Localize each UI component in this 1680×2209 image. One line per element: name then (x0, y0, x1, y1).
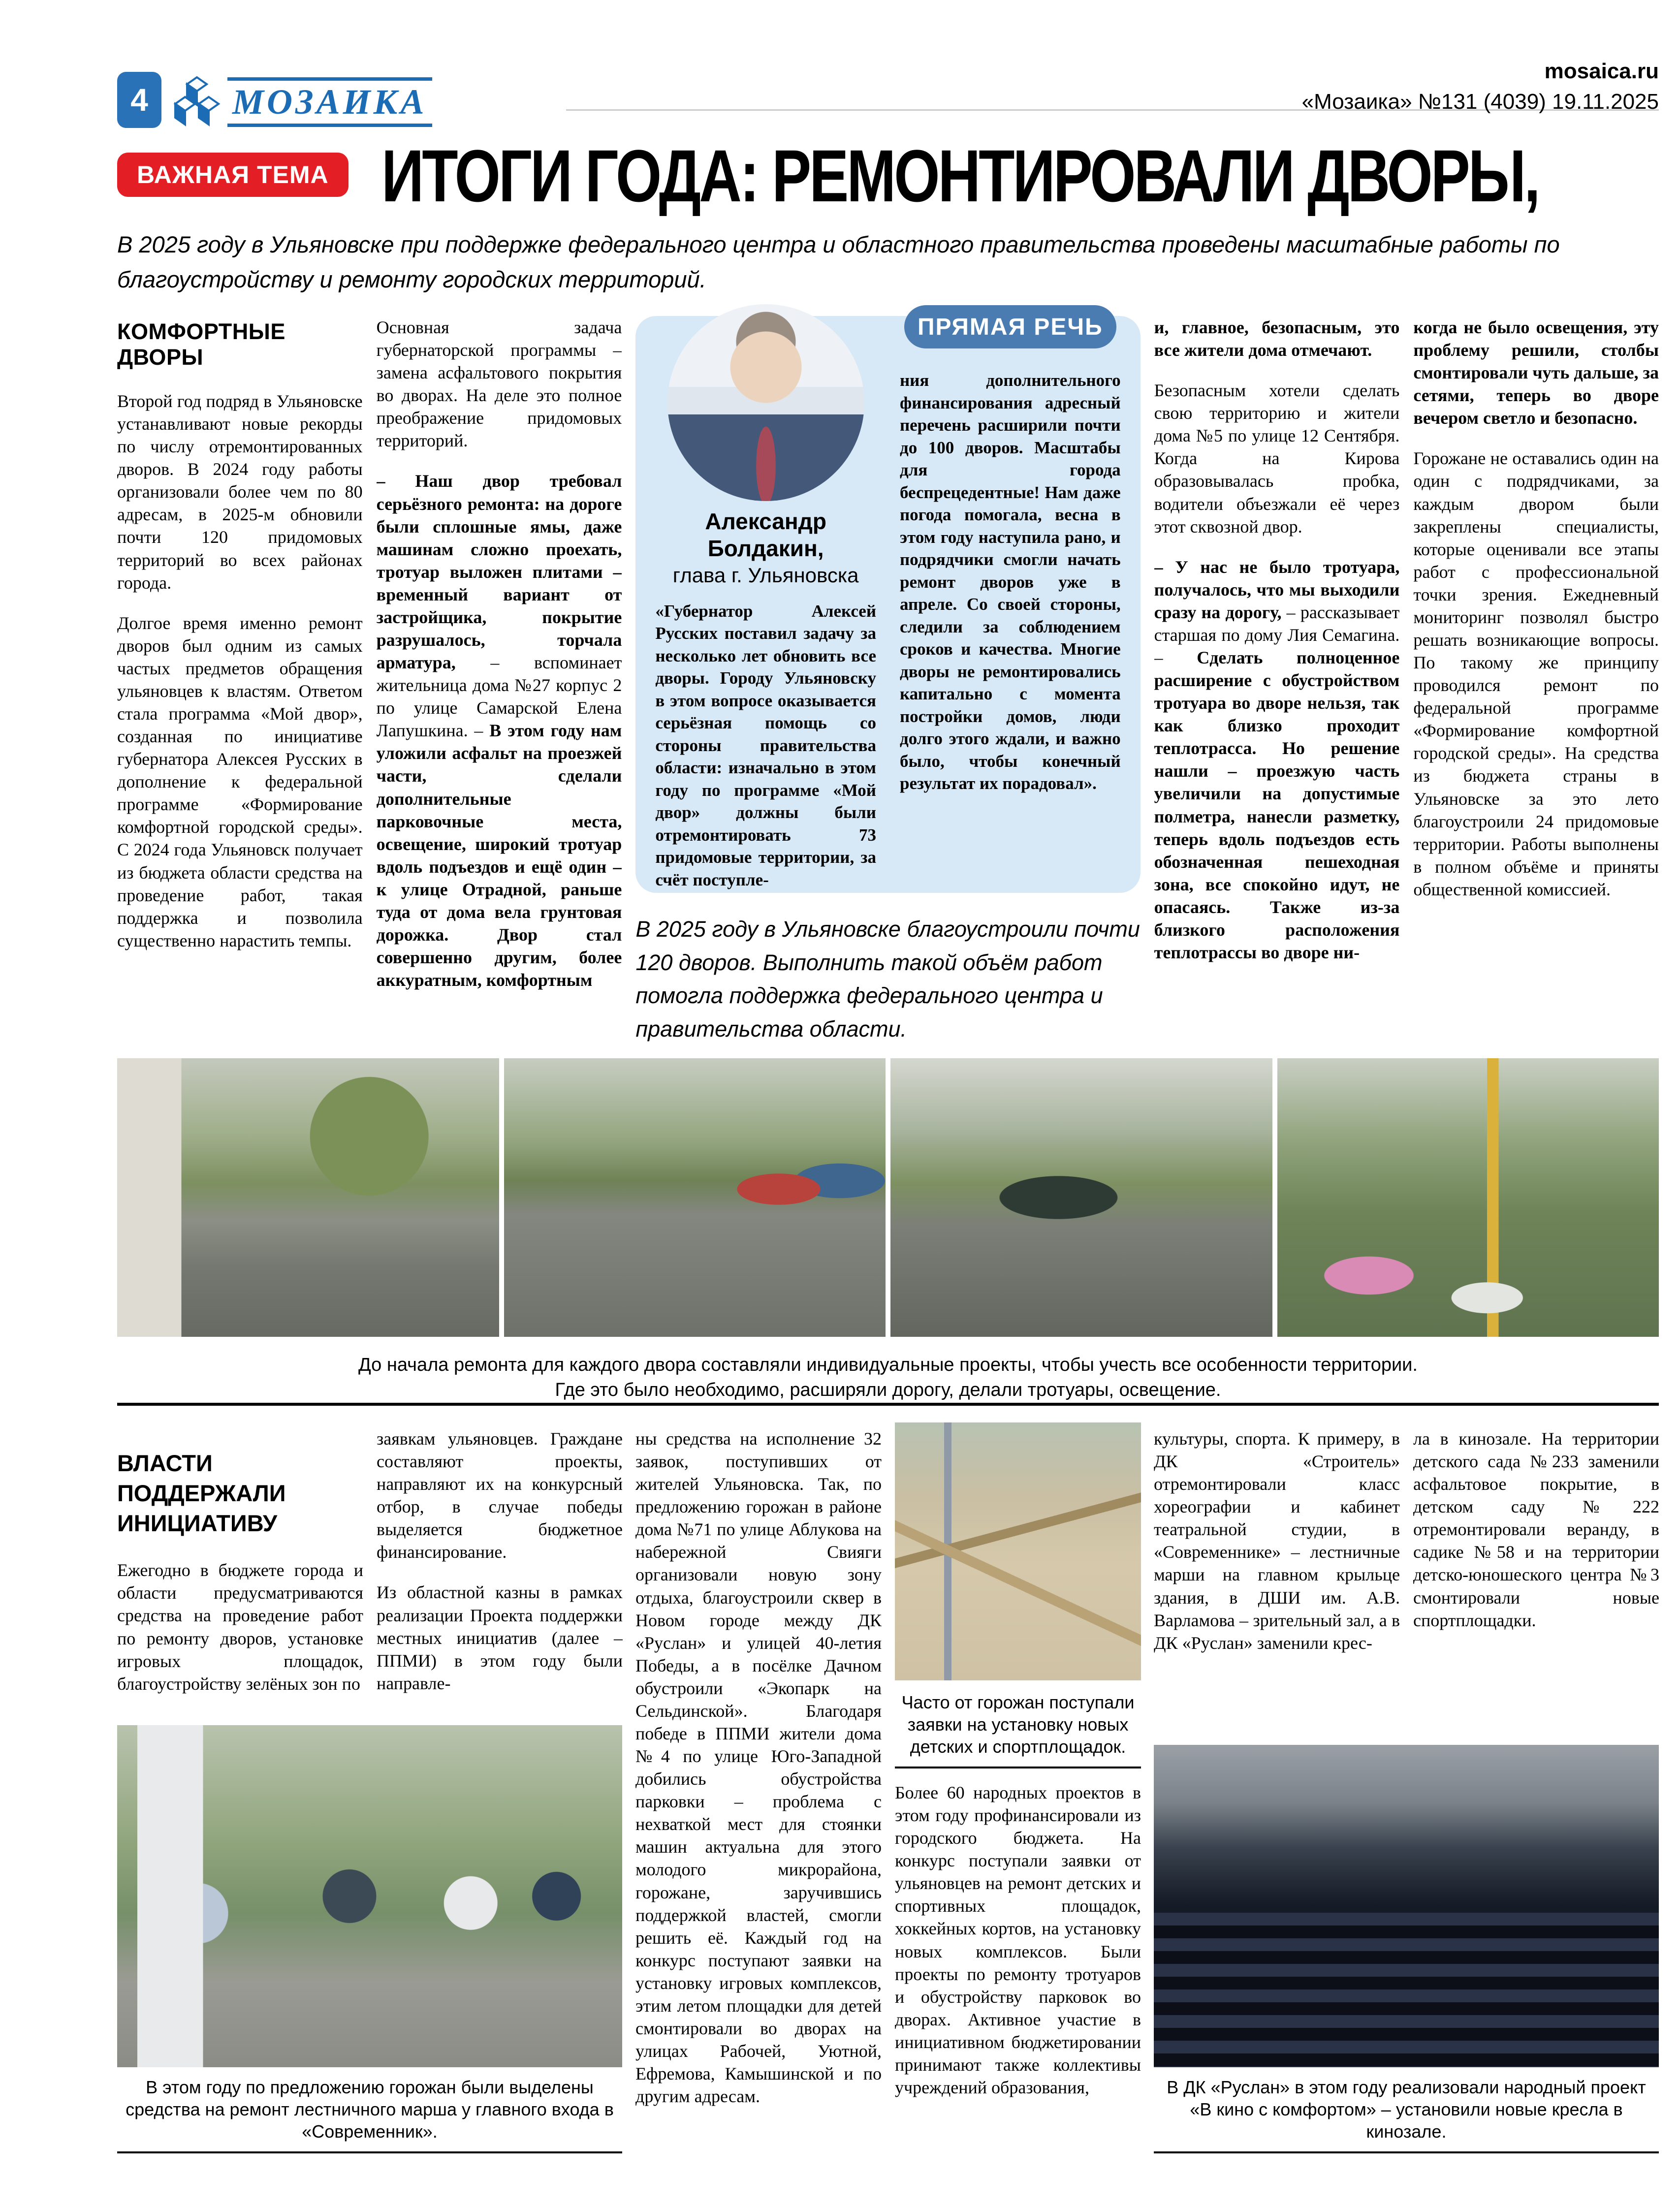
playground-photo-caption: Часто от горожан поступали заявки на установку новых детских и спортплощадок. (895, 1691, 1141, 1768)
paragraph: Горожане не оставались один на один с подрядчиками, за каждым двором были закреплены специалисты, которые оценивали все этапы работ с профессиональной точки зрения. Ежедневный мониторинг позволял быстро решать возникающие вопросы. По такому же принципу проводился ремонт по федеральной программе «Формирование комфортной городской среды». На средства из бюджета страны в Ульяновске за это лето благоустроили 24 придомовые территории. Работы выполнены в полном объёме и приняты общественной комиссией. (1413, 448, 1659, 899)
summary-callout: В 2025 году в Ульяновске благоустроили почти 120 дворов. Выполнить такой объём работ помогла поддержка федерального центра и правительства области. (635, 916, 1140, 1041)
quote-paragraph: – У нас не было тротуара, получалось, что мы выходили сразу на дорогу, – рассказывает старшая по дому Лия Семагина. – Сделать полноценное расширение с обустройством тротуара во дворе нельзя, так как близко проходит теплотрасса. Но решение нашли – проезжую часть увеличили на допустимые полметра, нанесли разметку, теперь вдоль подъездов есть обозначенная пешеходная зона, все спокойно идут, не опасаясь. Также из-за близкого расположения теплотрассы во дворе ни- (1154, 557, 1400, 963)
bottom-column-2 (377, 1427, 623, 1723)
quote-paragraph: когда не было освещения, эту проблему решили, столбы смонтировали чуть дальше, за сетями, теперь во дворе вечером светло и безопасно. (1413, 317, 1659, 428)
citizens-presentation-photo (117, 1725, 622, 2067)
newspaper-logo (173, 75, 432, 129)
paragraph: Долгое время именно ремонт дворов был одним из самых частых предметов обращения ульяновцев к властям. Ответом стала программа «Мой двор», созданная по инициативе губернатора Алексея Русских в дополнение к федеральной программе «Формирование комфортной городской среды». С 2024 года Ульяновск получает из бюджета области средства на проведение работ, такая поддержка и позволила существенно нарастить темпы. (117, 613, 363, 950)
strip-caption: До начала ремонта для каждого двора составляли индивидуальные проекты, чтобы учесть все особенности территории. Где это было необходимо, расширяли дорогу, делали тротуары, освещение. (358, 1355, 1418, 1401)
logo-cubes-icon (173, 75, 221, 129)
paragraph: заявкам ульяновцев. Граждане составляют проекты, направляют их на конкурсный отбор, в случае победы выделяется бюджетное финансирование. (377, 1429, 623, 1562)
speaker-name: Александр Болдакин, (705, 508, 826, 562)
courtyard-photo-1 (117, 1058, 499, 1337)
bottom-column-5 (1154, 1427, 1400, 1742)
top-article (117, 316, 1659, 1044)
logo-wordmark: МОЗАИКА (227, 77, 432, 127)
speech-quote-left: «Губернатор Алексей Русских поставил задачу за несколько лет обновить все дворы. Городу Ульяновску в этом вопросе оказывается серьёзная помощь со стороны правительства области: изначально в этом году по программе «Мой двор» должны были отремонтировать 73 придомовые территории, за счёт поступле- (655, 601, 876, 889)
direct-speech-label: ПРЯМАЯ РЕЧЬ (904, 305, 1116, 348)
cinema-hall-photo (1154, 1745, 1659, 2067)
paragraph: Основная задача губернаторской программы – замена асфальтового покрытия во дворах. На деле это полное преображение придомовых территорий. (376, 317, 622, 451)
direct-speech-block (635, 316, 1140, 1045)
speech-quote-right: ния дополнительного финансирования адресный перечень расширили почти до 100 дворов. Масштабы для города беспрецедентные! Нам даже погода помогала, весна в этом году наступила рано, и подрядчики смогли начать ремонт дворов уже в апреле. Со своей стороны, следили за соблюдением сроков и качества. Многие дворы не ремонтировались капитально с момента постройки домов, люди долго этого ждали, и важно было, чтобы конечный результат их порадовал». (899, 371, 1121, 793)
bottom-article (117, 1422, 1659, 2195)
issue-info: «Мозаика» №131 (4039) 19.11.2025 (1301, 90, 1659, 114)
paragraph: Более 60 народных проектов в этом году профинансировали из городского бюджета. На конкурс поступали заявки от ульяновцев на ремонт детских и спортивных площадок, хоккейных кортов, на установку новых комплексов. Были проекты по ремонту тротуаров и обустройству парковок во дворах. Активное участие в инициативном бюджетировании принимают также коллективы учреждений образования, (895, 1783, 1141, 2098)
site-url: mosaica.ru (1544, 59, 1659, 83)
page-number-badge: 4 (117, 72, 161, 128)
presentation-photo-caption: В этом году по предложению горожан были выделены средства на ремонт лестничного марша у главного входа в «Современник». (117, 2076, 622, 2153)
courtyard-photo-2 (504, 1058, 886, 1337)
bottom-column-6 (1413, 1427, 1659, 1742)
paragraph: Ежегодно в бюджете города и области предусматриваются средства на проведение работ по ремонту дворов, установке игровых площадок, благоустройству зелёных зон по (117, 1560, 363, 1694)
bottom-column-3 (635, 1427, 882, 2193)
quote-paragraph: – Наш двор требовал серьёзного ремонта: на дороге были сплошные ямы, даже машинам сложно проехать, тротуар выложен плитами – временный вариант от застройщика, покрытие разрушалось, торчала арматура, – вспоминает жительница дома №27 корпус 2 по улице Самарской Елена Лапушкина. – В этом году нам уложили асфальт на проезжей части, сделали дополнительные парковочные места, освещение, широкий тротуар вдоль подъездов и ещё один – к улице Отрадной, раньше туда от дома вела грунтовая дорожка. Двор стал совершенно другим, более аккуратным, комфортным (376, 471, 622, 990)
section-heading-comfort: КОМФОРТНЫЕ ДВОРЫ (117, 319, 285, 370)
column-1 (117, 316, 363, 1045)
paragraph: ны средства на исполнение 32 заявок, поступивших от жителей Ульяновска. Так, по предложению горожан в районе дома №71 по улице Аблукова на набережной Свияги организовали новую зону отдыха, благоустроили сквер в Новом городе между ДК «Руслан» и улицей 40-летия Победы, а в посёлке Дачном обустроили «Экопарк на Сельдинской». Благодаря победе в ППМИ жители дома №4 по улице Юго-Западной добились обустройства парковки – проблема с нехваткой мест для стоянки машин актуальна для этого молодого микрорайона, горожане, заручившись поддержкой властей, смогли решить её. Каждый год на конкурс поступают заявки на установку игровых комплексов, этим летом площадки для детей смонтировали во дворах на улицах Рабочей, Уютной, Ефремова, Камышинской и по другим адресам. (635, 1429, 882, 2107)
speech-box-right (899, 314, 1121, 891)
courtyard-photo-4 (1277, 1058, 1659, 1337)
paragraph: Второй год подряд в Ульяновске устанавливают новые рекорды по числу отремонтированных дворов. В 2024 году работы организовали более чем по 80 адресам, в 2025-м обновили почти 120 придомовых территорий во всех районах города. (117, 391, 363, 593)
main-headline: ИТОГИ ГОДА: РЕМОНТИРОВАЛИ ДВОРЫ, (381, 134, 1539, 217)
paragraph: Безопасным хотели сделать свою территорию и жители дома №5 по улице 12 Сентября. Когда на Кирова образовывалась пробка, водители объезжали её через этот сквозной двор. (1154, 380, 1400, 536)
photo-strip (117, 1058, 1659, 1337)
section-heading-initiative: ВЛАСТИ ПОДДЕРЖАЛИ ИНИЦИАТИВУ (117, 1450, 286, 1537)
column-6 (1413, 316, 1659, 1045)
paragraph: ла в кинозале. На территории детского сада №233 заменили асфальтовое покрытие, в детском саду №222 отремонтировали веранду, в садике №58 и на территории детско-юношеского центра №3 смонтировали новые спортплощадки. (1413, 1429, 1659, 1630)
speaker-portrait-photo (667, 304, 864, 501)
paragraph: Из областной казны в рамках реализации Проекта поддержки местных инициатив (далее – ППМИ) в этом году были направле- (377, 1582, 623, 1693)
speaker-role: глава г. Ульяновска (672, 564, 859, 587)
section-divider (117, 1403, 1659, 1406)
playground-construction-photo (895, 1422, 1141, 1680)
column-2 (377, 316, 622, 1045)
topic-badge: ВАЖНАЯ ТЕМА (117, 153, 349, 197)
bottom-column-1 (117, 1448, 363, 1724)
courtyard-photo-3 (890, 1058, 1272, 1337)
quote-paragraph: и, главное, безопасным, это все жители дома отмечают. (1154, 317, 1400, 360)
column-5 (1154, 316, 1400, 1045)
speech-box (635, 316, 1140, 893)
bottom-column-4 (895, 1422, 1141, 2193)
cinema-photo-caption: В ДК «Руслан» в этом году реализовали народный проект «В кино с комфортом» – установили новые кресла в кинозале. (1154, 2076, 1659, 2153)
lead-subtitle: В 2025 году в Ульяновске при поддержке федерального центра и областного правительства проведены масштабные работы по благоустройству и ремонту городских территорий. (117, 231, 1560, 292)
paragraph: культуры, спорта. К примеру, в ДК «Строитель» отремонтировали класс хореографии и кабинет театральной студии, в «Современнике» – лестничные марши на главном крыльце здания, в ДШИ им. А.В. Варламова – зрительный зал, а в ДК «Руслан» заменили крес- (1154, 1429, 1400, 1653)
speech-box-left (655, 333, 876, 891)
